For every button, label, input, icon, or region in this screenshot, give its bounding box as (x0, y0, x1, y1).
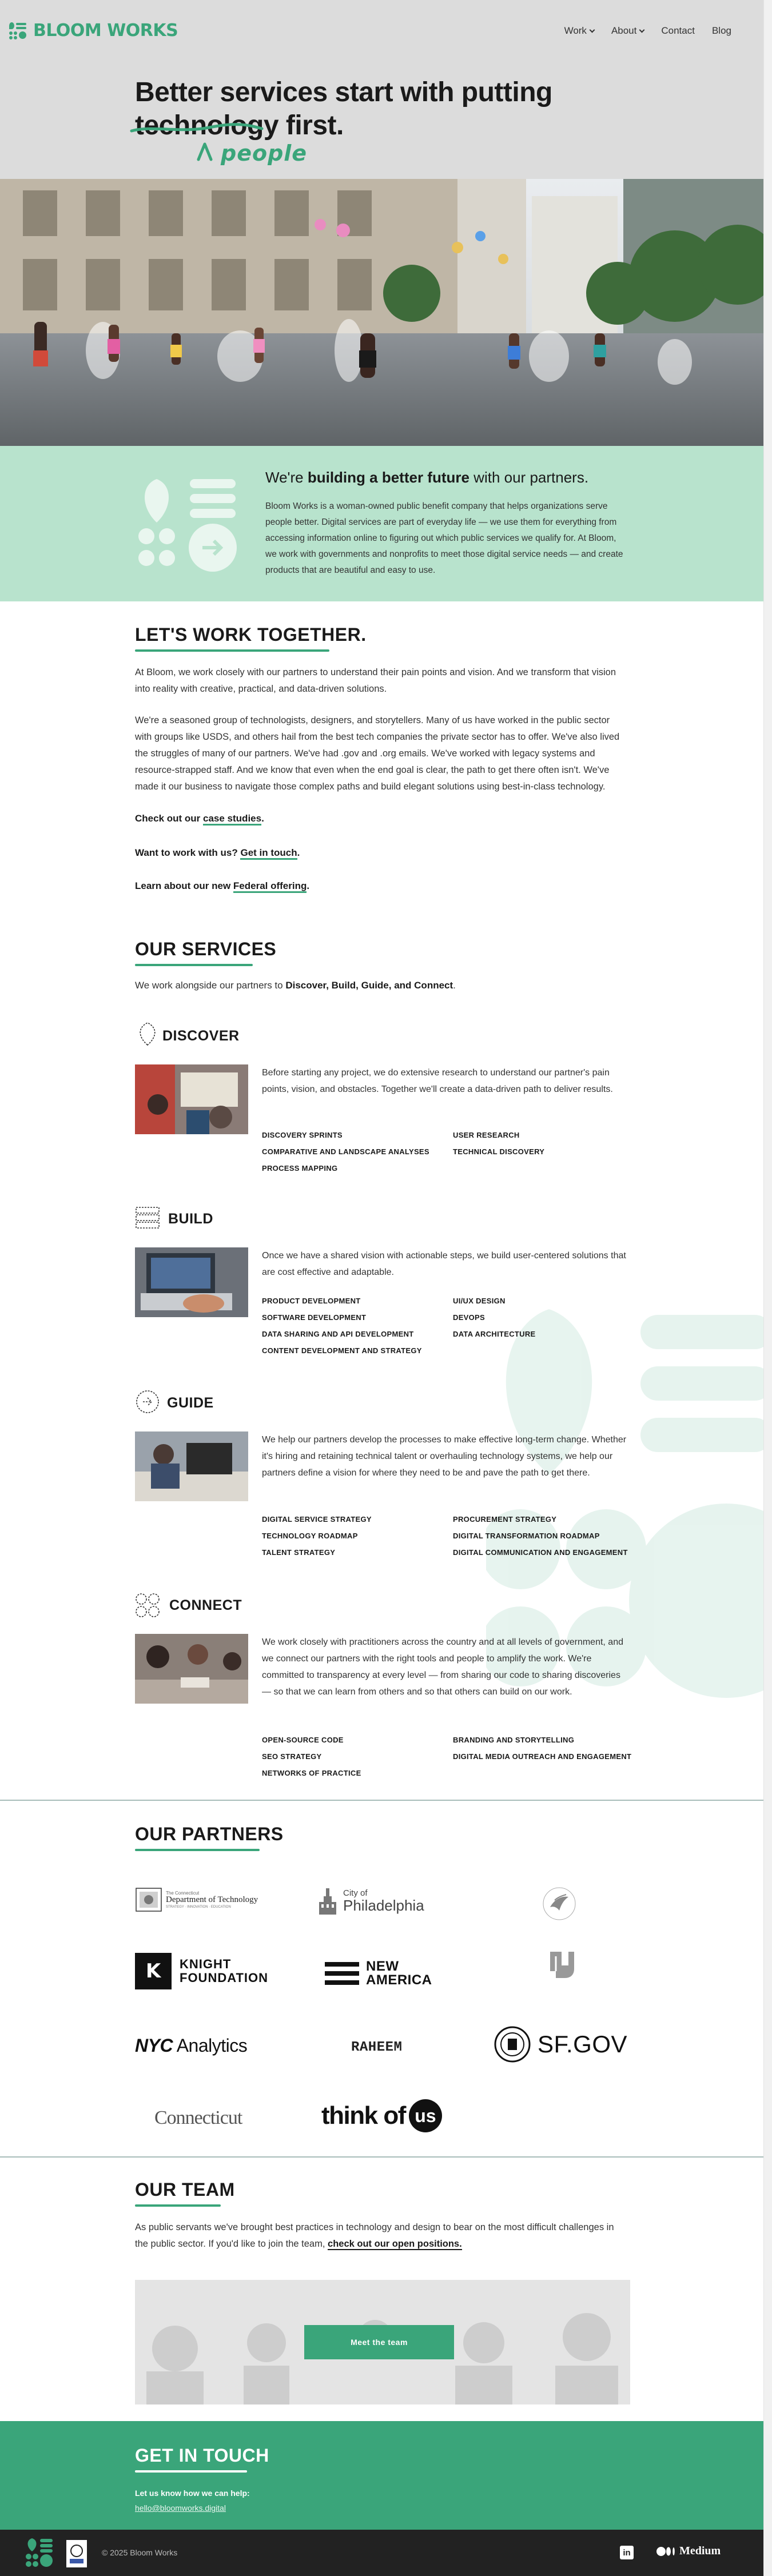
nav-work-label: Work (564, 25, 587, 36)
nyc-light: Analytics (176, 2035, 248, 2056)
list-item: DATA ARCHITECTURE (453, 1330, 536, 1338)
list-item: OPEN-SOURCE CODE (262, 1736, 344, 1744)
nav-blog[interactable] (712, 25, 731, 37)
nav-about[interactable] (611, 25, 644, 37)
knight-k-icon: K (135, 1953, 172, 1989)
partner-new-america[interactable] (325, 1960, 432, 1987)
services-intro-post: . (453, 980, 456, 991)
connect-title: CONNECT (169, 1597, 242, 1613)
hero-photo (0, 179, 763, 446)
guide-description: We help our partners develop the processes to make effective long-term change. Whether it's hiring and retaining technical talent or overhauling technology systems, we help our partners define a vision for where they need to be and pave the path to get there. (262, 1435, 627, 1478)
services-underline (135, 964, 253, 966)
cta3-pre: Learn about our new (135, 880, 233, 891)
guide-list (262, 1515, 644, 1557)
knight-line2: FOUNDATION (180, 1971, 269, 1985)
nyc-bold: NYC (135, 2035, 173, 2056)
cta-case-studies (135, 813, 264, 824)
nav-about-label: About (611, 25, 637, 36)
team-body (135, 2219, 627, 2252)
strike-stroke-icon (129, 121, 266, 138)
workshop-illustration (135, 1064, 248, 1134)
services-intro (135, 980, 456, 991)
list-item: DISCOVERY SPRINTS (262, 1131, 343, 1139)
sf-seal-icon (494, 2026, 531, 2063)
cta3-post: . (307, 880, 310, 891)
list-item: PROCUREMENT STRATEGY (453, 1515, 557, 1524)
build-description: Once we have a shared vision with actionable steps, we build user-centered solutions that are cost effective and adaptable. (262, 1251, 626, 1277)
main-nav (564, 25, 731, 37)
list-item: DEVOPS (453, 1313, 485, 1322)
partner-philadelphia[interactable] (318, 1884, 449, 1919)
connect-list (262, 1736, 644, 1777)
list-item: DIGITAL MEDIA OUTREACH AND ENGAGEMENT (453, 1752, 632, 1761)
state-seal-icon (135, 1887, 162, 1912)
think-of-text: think of (321, 2102, 405, 2130)
nav-blog-label: Blog (711, 25, 731, 36)
nav-contact[interactable] (661, 25, 695, 37)
medium-link[interactable] (656, 2545, 721, 2558)
build-list (262, 1297, 644, 1355)
compass-icon (135, 1389, 160, 1414)
discover-photo (135, 1064, 248, 1134)
mission-suffix: with our partners. (469, 469, 589, 486)
mission-bold: building a better future (307, 469, 469, 486)
together-title: LET'S WORK TOGETHER. (135, 624, 367, 645)
cta2-post: . (297, 847, 300, 858)
list-item: NETWORKS OF PRACTICE (262, 1769, 361, 1777)
guide-title: GUIDE (167, 1395, 214, 1411)
dept-tech-tag: STRATEGY · INNOVATION · EDUCATION (166, 1905, 231, 1909)
services-title: OUR SERVICES (135, 939, 277, 959)
linkedin-icon[interactable]: in (620, 2546, 634, 2559)
struck-word (135, 109, 278, 142)
new-america-bars-icon (325, 1960, 359, 1987)
together-underline (135, 649, 329, 652)
contact-label: Let us know how we can help: (135, 2489, 250, 2498)
cta1-post: . (261, 813, 264, 824)
list-item: PROCESS MAPPING (262, 1164, 338, 1173)
nav-work[interactable] (564, 25, 594, 37)
connect-photo (135, 1634, 248, 1704)
hero-line1: Better services start with putting (135, 77, 552, 107)
hhs-eagle-logo[interactable] (542, 1887, 576, 1921)
list-item: PRODUCT DEVELOPMENT (262, 1297, 361, 1305)
b-corp-badge-icon (66, 2540, 87, 2567)
partner-ct-dept-technology[interactable] (135, 1885, 272, 1914)
page-scrollbar[interactable] (763, 0, 772, 2576)
knight-text (180, 1957, 268, 1985)
partner-nyc-analytics[interactable] (135, 2035, 247, 2056)
mission-heading (265, 469, 588, 487)
philly-small: City of (343, 1888, 368, 1899)
bars-icon (135, 1205, 160, 1230)
chevron-down-icon (589, 27, 595, 33)
list-item: USER RESEARCH (453, 1131, 520, 1139)
dept-tech-text (166, 1891, 258, 1909)
cta2-pre: Want to work with us? (135, 847, 241, 858)
list-item: TALENT STRATEGY (262, 1548, 336, 1557)
contact-band (0, 2421, 763, 2530)
discover-description: Before starting any project, we do extensive research to understand our partner's pain points, vision, and obstacles. Together we'll create a data-driven path to deliver results. (262, 1068, 613, 1094)
list-item: DIGITAL COMMUNICATION AND ENGAGEMENT (453, 1548, 628, 1557)
circles-icon (135, 1593, 160, 1618)
medium-label: Medium (679, 2545, 721, 2557)
list-item: DIGITAL TRANSFORMATION ROADMAP (453, 1532, 600, 1540)
mission-prefix: We're (265, 469, 308, 486)
partner-think-of-us[interactable] (321, 2099, 442, 2132)
team-underline (135, 2204, 221, 2207)
list-item: CONTENT DEVELOPMENT AND STRATEGY (262, 1346, 422, 1355)
new-america-l2: AMERICA (366, 1972, 432, 1988)
list-item: COMPARATIVE AND LANDSCAPE ANALYSES (262, 1147, 429, 1156)
contact-title: GET IN TOUCH (135, 2445, 269, 2466)
discover-title: DISCOVER (162, 1028, 240, 1044)
services-intro-pre: We work alongside our partners to (135, 980, 286, 991)
contact-underline (135, 2470, 247, 2473)
section-divider (0, 2156, 763, 2158)
list-item: DATA SHARING AND API DEVELOPMENT (262, 1330, 414, 1338)
together-p2: We're a seasoned group of technologists, designers, and storytellers. Many of us have worked in the public sector with groups like USDS, and others hail from the best tech companies the private sector has to offer. We've also lived the struggles of many of our partners. We've had .gov and .org emails. We've worked with legacy systems and resource-strapped staff. And we know that even when the end goal is clear, the path to get there often isn't. We've made it our business to navigate those complex paths and build elegant solutions using best-in-class technology. (135, 715, 620, 792)
knight-line1: KNIGHT (180, 1956, 232, 1971)
b-corp-ring (70, 2545, 83, 2557)
philly-text (343, 1889, 424, 1913)
dept-tech-big: Department of Technology (166, 1895, 258, 1904)
list-item: UI/UX DESIGN (453, 1297, 506, 1305)
meet-the-team-button[interactable]: Meet the team (304, 2325, 454, 2359)
list-item: SEO STRATEGY (262, 1752, 322, 1761)
partners-title: OUR PARTNERS (135, 1824, 284, 1844)
partner-knight-foundation[interactable] (135, 1953, 268, 1989)
cta-federal (135, 880, 309, 892)
hero-headline (135, 76, 592, 142)
guide-photo (135, 1431, 248, 1501)
meeting-illustration (135, 1634, 248, 1704)
philly-big: Philadelphia (343, 1897, 424, 1915)
chevron-down-icon (639, 27, 645, 33)
footer-logo-icon[interactable] (25, 2538, 54, 2569)
team-title: OUR TEAM (135, 2179, 235, 2200)
site-header (0, 0, 763, 179)
federal-offering-link[interactable]: Federal offering (233, 880, 307, 893)
partner-connecticut[interactable]: Connecticut (154, 2107, 242, 2128)
partners-underline (135, 1849, 260, 1851)
hero-line2-end: first. (278, 110, 344, 141)
brand-name: BLOOM WORKS (33, 21, 178, 41)
discover-list (262, 1131, 644, 1173)
desk-illustration (135, 1431, 248, 1501)
partner-sf-gov[interactable] (494, 2026, 627, 2063)
partner-raheem[interactable]: RAHEEM (351, 2040, 403, 2055)
caret-mark-icon (197, 142, 213, 164)
laptop-illustration (135, 1247, 248, 1317)
bloom-shapes-icon (135, 473, 238, 576)
nj-state-logo[interactable] (544, 1948, 576, 1980)
list-item: TECHNOLOGY ROADMAP (262, 1532, 358, 1540)
list-item: BRANDING AND STORYTELLING (453, 1736, 575, 1744)
list-item: SOFTWARE DEVELOPMENT (262, 1313, 367, 1322)
build-photo (135, 1247, 248, 1317)
site-footer (0, 2530, 763, 2576)
contact-email-link[interactable]: hello@bloomworks.digital (135, 2503, 226, 2513)
city-hall-icon (318, 1888, 337, 1915)
new-america-l1: NEW (366, 1959, 399, 1974)
list-item: DIGITAL SERVICE STRATEGY (262, 1515, 372, 1524)
dept-tech-small: The Connecticut (166, 1890, 200, 1896)
nav-contact-label: Contact (661, 25, 695, 36)
section-divider (0, 1800, 763, 1801)
together-p1: At Bloom, we work closely with our partners to understand their pain points and vision. And we transform that vision into reality with creative, practical, and data-driven solutions. (135, 667, 616, 694)
team-body-text: As public servants we've brought best practices in technology and design to bear on the most difficult challenges in the public sector. If you'd like to join the team, (135, 2222, 614, 2249)
open-positions-link[interactable]: check out our open positions. (328, 2239, 462, 2249)
struck-word-text: technology (135, 110, 279, 141)
case-studies-link[interactable]: case studies (203, 813, 261, 826)
services-intro-bold: Discover, Build, Guide, and Connect (285, 980, 453, 991)
pin-icon (135, 1021, 160, 1046)
connect-description: We work closely with practitioners across the country and at all levels of government, and we connect our partners with the right tools and people to amplify the work. We're committed to transparency at every level — from sharing our code to sharing discoveries — so that we can learn from others and so that others can build on our work. (262, 1637, 623, 1697)
fountain-scene-illustration (0, 179, 763, 446)
logo-icon (9, 22, 27, 39)
new-america-text (366, 1960, 432, 1987)
cta1-pre: Check out our (135, 813, 204, 824)
mission-band (0, 446, 763, 601)
build-title: BUILD (168, 1211, 213, 1227)
list-item: TECHNICAL DISCOVERY (453, 1147, 545, 1156)
brand-logo[interactable] (9, 21, 178, 41)
cta-get-in-touch (135, 847, 300, 859)
copyright: © 2025 Bloom Works (102, 2548, 178, 2557)
b-corp-bar (70, 2559, 83, 2563)
us-badge: us (409, 2099, 442, 2132)
mission-body: Bloom Works is a woman-owned public benefit company that helps organizations serve people better. Digital services are part of everyday life — we use them for everything from accessing information online to figuring out which public services we qualify for. At Bloom, we work with governments and nonprofits to meet those digital service needs — and create products that are beautiful and easy to use. (265, 501, 623, 575)
hero-insert-word: people (221, 141, 308, 166)
get-in-touch-link[interactable]: Get in touch (240, 847, 297, 860)
medium-dots-icon (656, 2546, 676, 2557)
sf-gov-text: SF.GOV (538, 2031, 628, 2057)
